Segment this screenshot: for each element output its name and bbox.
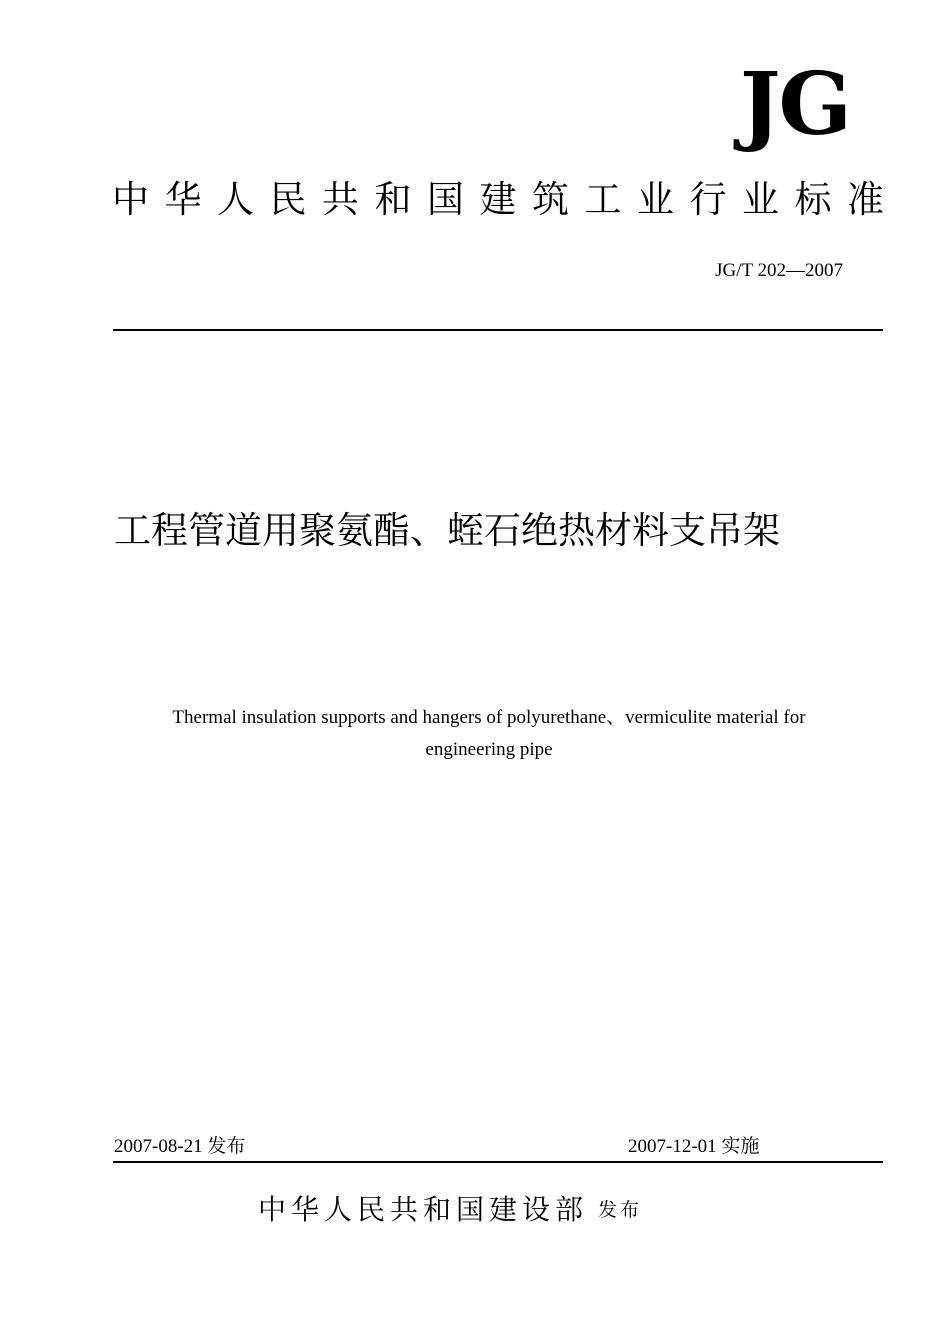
- standard-category-char: 工: [584, 178, 622, 221]
- bottom-divider: [113, 1161, 883, 1163]
- effective-date: 2007-12-01 实施: [628, 1136, 760, 1157]
- standard-number: JG/T 202—2007: [715, 260, 843, 281]
- standard-category-char: 行: [689, 178, 727, 221]
- standard-category-char: 业: [742, 178, 779, 221]
- standard-category-char: 国: [427, 178, 464, 221]
- issuing-authority: [258, 1188, 778, 1232]
- standard-category-char: 华: [164, 178, 202, 221]
- standard-category-char: 标: [794, 178, 832, 221]
- standard-category-char: 筑: [532, 178, 569, 221]
- standard-category-char: 人: [217, 178, 254, 221]
- standard-category-char: 业: [637, 178, 674, 221]
- standard-logo: JG: [739, 54, 850, 155]
- english-title-line-2: engineering pipe: [425, 739, 553, 760]
- issue-date: 2007-08-21 发布: [114, 1136, 246, 1157]
- standard-category-char: 中: [112, 178, 149, 221]
- standard-category-char: 民: [269, 178, 307, 221]
- standard-category-char: 和: [374, 178, 412, 221]
- issuer-action: 发布: [598, 1199, 643, 1221]
- standard-category-char: 准: [847, 178, 884, 221]
- english-title-line-1: Thermal insulation supports and hangers of polyurethane、vermiculite material for: [172, 707, 806, 728]
- standard-category-char: 共: [322, 178, 359, 221]
- document-title-chinese: 工程管道用聚氨酯、蛭石绝热材料支吊架: [114, 509, 780, 552]
- standard-category-char: 建: [479, 178, 517, 221]
- standard-category-title: [112, 175, 884, 225]
- document-title-english: [105, 702, 873, 766]
- issuer-name: 中华人民共和国建设部: [258, 1193, 589, 1226]
- top-divider: [113, 329, 883, 331]
